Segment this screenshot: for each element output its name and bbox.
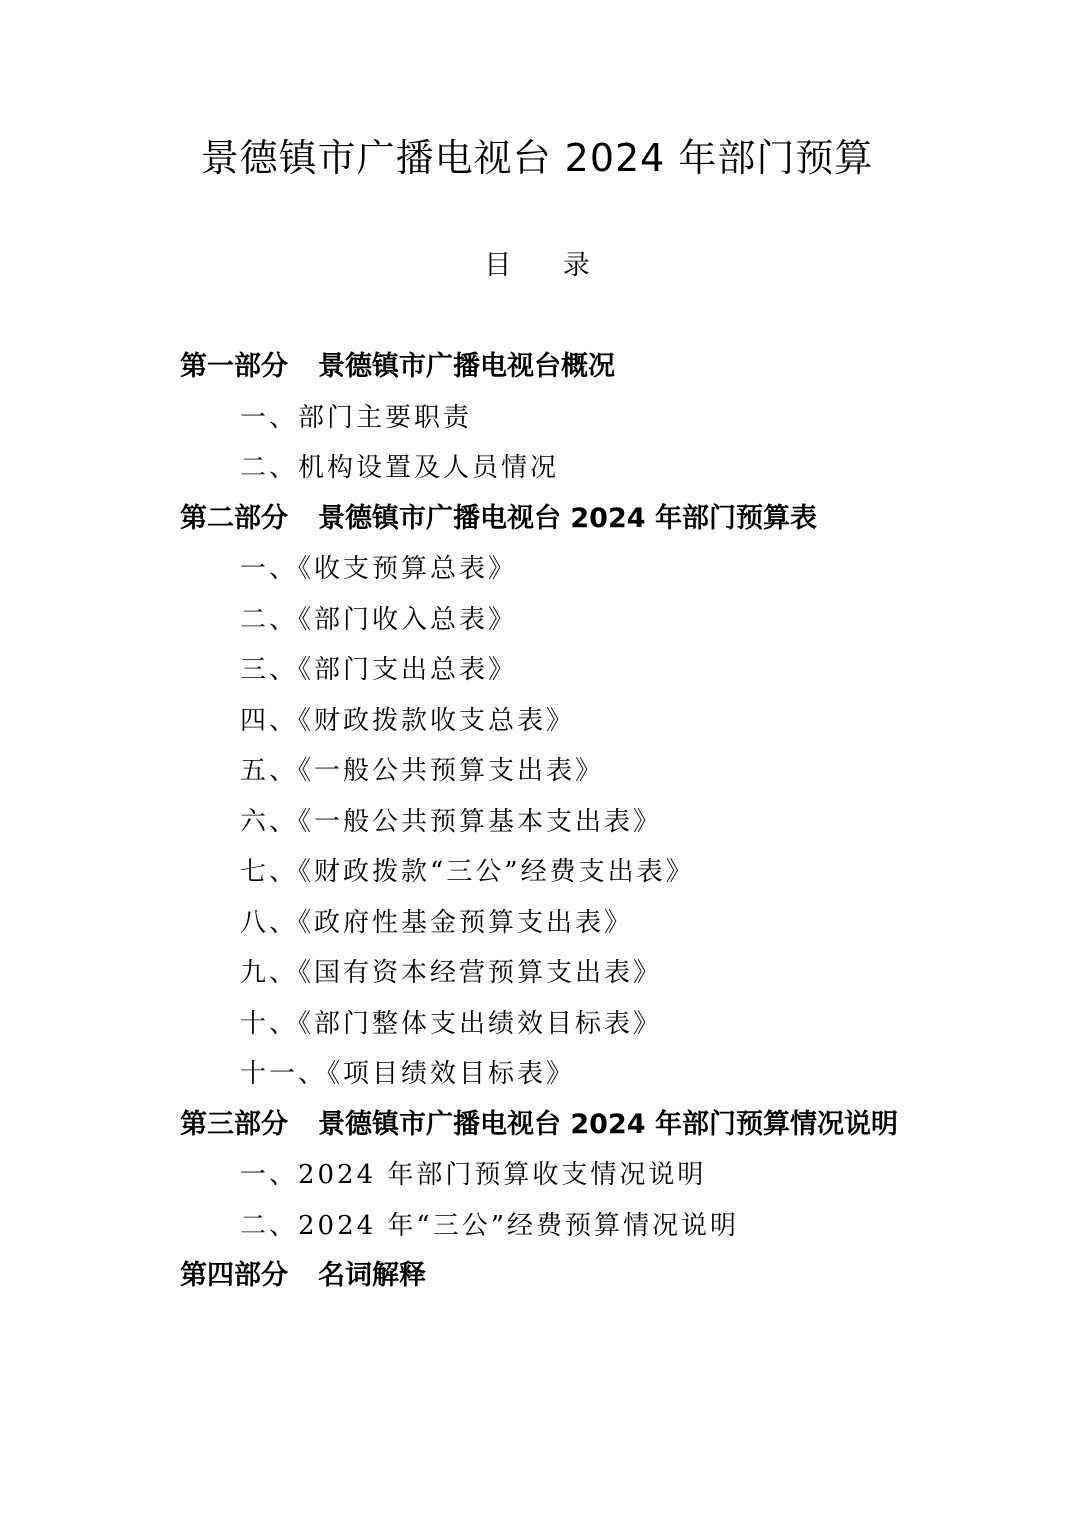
toc-item: 二、《部门收入总表》: [240, 604, 518, 635]
toc-item: 四、《财政拨款收支总表》: [240, 705, 576, 736]
toc-item: 五、《一般公共预算支出表》: [240, 756, 605, 786]
toc-part-title: 景德镇市广播电视台 2024 年部门预算情况说明: [318, 1108, 898, 1140]
toc-heading: 目 录: [484, 250, 590, 281]
toc-item: 十、《部门整体支出绩效目标表》: [240, 1008, 663, 1039]
toc-part-4: [180, 1251, 1040, 1302]
toc-item: 一、部门主要职责: [240, 402, 473, 433]
toc-part-title: 名词解释: [318, 1260, 426, 1291]
toc-part-number: 第三部分: [180, 1108, 288, 1140]
toc-item: 七、《财政拨款“三公”经费支出表》: [240, 857, 695, 887]
toc-part-2: [180, 494, 1040, 545]
toc-item: 十一、《项目绩效目标表》: [240, 1059, 576, 1089]
toc-item: 八、《政府性基金预算支出表》: [240, 907, 634, 938]
toc-part-number: 第一部分: [180, 351, 288, 382]
toc-part-title: 景德镇市广播电视台概况: [318, 351, 615, 382]
toc-item: 六、《一般公共预算基本支出表》: [240, 806, 663, 837]
toc-item: 二、2024 年“三公”经费预算情况说明: [240, 1210, 740, 1241]
page-title: 景德镇市广播电视台 2024 年部门预算: [200, 136, 874, 180]
toc-part-title: 景德镇市广播电视台 2024 年部门预算表: [318, 502, 817, 534]
table-of-contents: [180, 342, 1040, 1302]
toc-item: 一、2024 年部门预算收支情况说明: [240, 1160, 707, 1190]
toc-item: 三、《部门支出总表》: [240, 655, 518, 685]
toc-part-3: [180, 1100, 1040, 1151]
toc-part-1: [180, 342, 1040, 393]
toc-item: 一、《收支预算总表》: [240, 554, 518, 584]
toc-part-number: 第二部分: [180, 502, 288, 534]
toc-item: 九、《国有资本经营预算支出表》: [240, 958, 663, 988]
toc-part-number: 第四部分: [180, 1260, 288, 1291]
toc-item: 二、机构设置及人员情况: [240, 453, 560, 483]
